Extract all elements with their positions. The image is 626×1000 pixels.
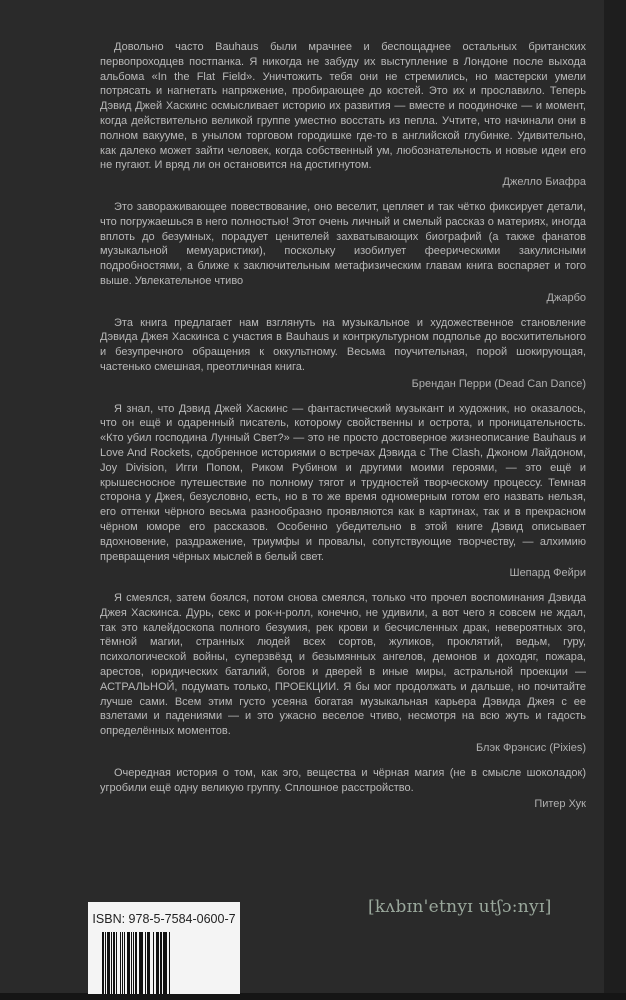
barcode-bar — [170, 932, 171, 994]
review-author: Блэк Фрэнсис (Pixies) — [475, 742, 586, 755]
review-author: Шепард Фейри — [509, 567, 586, 580]
review-text: Очередная история о том, как эго, вещества и чёрная магия (не в смысле шоколадок) угробили ещё одну великую группу. Сплошное расстройство. — [100, 766, 586, 794]
isbn-sticker — [88, 902, 240, 994]
review-author: Питер Хук — [534, 798, 586, 811]
review-text: Я знал, что Дэвид Джей Хаскинс — фантастический музыкант и художник, но оказалось, что он ещё и одаренный писатель, которому свойственны и острота, и проницательность. «Кто убил господина Лунный Свет?» — это не просто достоверное жизнеописание Bauhaus и Love And Rockets, сдобренное историями о встречах Дэвида с The Clash, Джоном Лайдоном, Joy Division, Игги Попом, Риком Рубином и другими моими героями, — это ещё и крышесносное путешествие по полному тягот и трудностей творческому процессу. Темная сторона у Джея, безусловно, есть, но в то же время одномерным готом его назвать нельзя, его оттенки чёрного весьма разнообразно проявляются как в картинах, так и в прекрасном чёрном юморе его рассказов. Особенно убедительно в этой книге Дэвид описывает вдохновение, раздражение, триумфы и провалы, сопутствующие творчеству, — алхимию превращения чёрных мыслей в белый свет. — [100, 402, 586, 563]
publisher-logo-phonetic: [kʌbɪn'etnyɪ utʃɔ:nyɪ] — [368, 897, 552, 917]
cover-edge — [604, 0, 626, 1000]
cover-bottom-edge — [0, 993, 626, 1000]
review-author: Джарбо — [546, 291, 586, 304]
review-text: Это завораживающее повествование, оно веселит, цепляет и так чётко фиксирует детали, что погружаешься в него полностью! Этот очень личный и смелый рассказ о материях, иногда вплоть до безумных, порадует ценителей захватывающих биографий (а также фанатов музыкальной мемуаристики), поскольку изобилует феерическими закулисными подробностями, а ближе к заключительным метафизическим главам книга воспаряет и того выше. Увлекательное чтиво — [100, 200, 586, 287]
review-text: Я смеялся, затем боялся, потом снова смеялся, только что прочел воспоминания Дэвида Джея Хаскинса. Дурь, секс и рок-н-ролл, конечно, не удивили, а вот чего я совсем не ждал, так это калейдоскопа полного безумия, рек крови и бесчисленных драк, невероятных эго, тёмной магии, странных людей всех сортов, жуликов, проклятий, ведьм, гуру, психологической войны, суперзвёзд и безымянных ангелов, демонов и доходяг, пожара, арестов, юридических баталий, богов и дверей в иные миры, астральной проекции — АСТРАЛЬНОЙ, подумать только, ПРОЕКЦИИ. Я бы мог продолжать и дальше, но почитайте лучше сами. Всем этим густо усеяна богатая музыкальная карьера Дэвида Джея с ее взлетами и падениями — и это ужасно веселое чтиво, несмотря на всю жуть и гадость определённых моментов. — [100, 592, 586, 738]
review-author: Джелло Биафра — [502, 176, 586, 189]
review-text: Довольно часто Bauhaus были мрачнее и беспощаднее остальных британских первопроходцев постпанка. Я никогда не забуду их выступление в Лондоне после выхода альбома «In the Flat Field». Уничтожить тебя они не стремились, но мастерски умели потрясать и нагнетать напряжение, пробирающее до костей. Это их и прославило. Теперь Дэвид Джей Хаскинс осмысливает историю их развития — вместе и поодиночке — и момент, когда действительно великой группе уместно восстать из пепла. Учтите, что начинали они в полном вакууме, в унылом торговом городишке где-то в английской глубинке. Удивительно, как далеко может зайти человек, когда собственный ум, любознательность и новые идеи его не пугают. И вряд ли он остановится на достигнутом. — [100, 41, 586, 172]
review-text: Эта книга предлагает нам взглянуть на музыкальное и художественное становление Дэвида Джея Хаскинса с участия в Bauhaus и контркультурном подполье до восхитительного и безупречного обращения к оккультному. Весьма поучительная, порой шокирующая, частенько смешная, преотличная книга. — [100, 316, 586, 373]
isbn-label: ISBN: 978-5-7584-0600-7 — [92, 912, 236, 926]
review-author: Брендан Перри (Dead Can Dance) — [411, 377, 586, 390]
reviews — [100, 40, 586, 822]
barcode — [102, 932, 228, 994]
